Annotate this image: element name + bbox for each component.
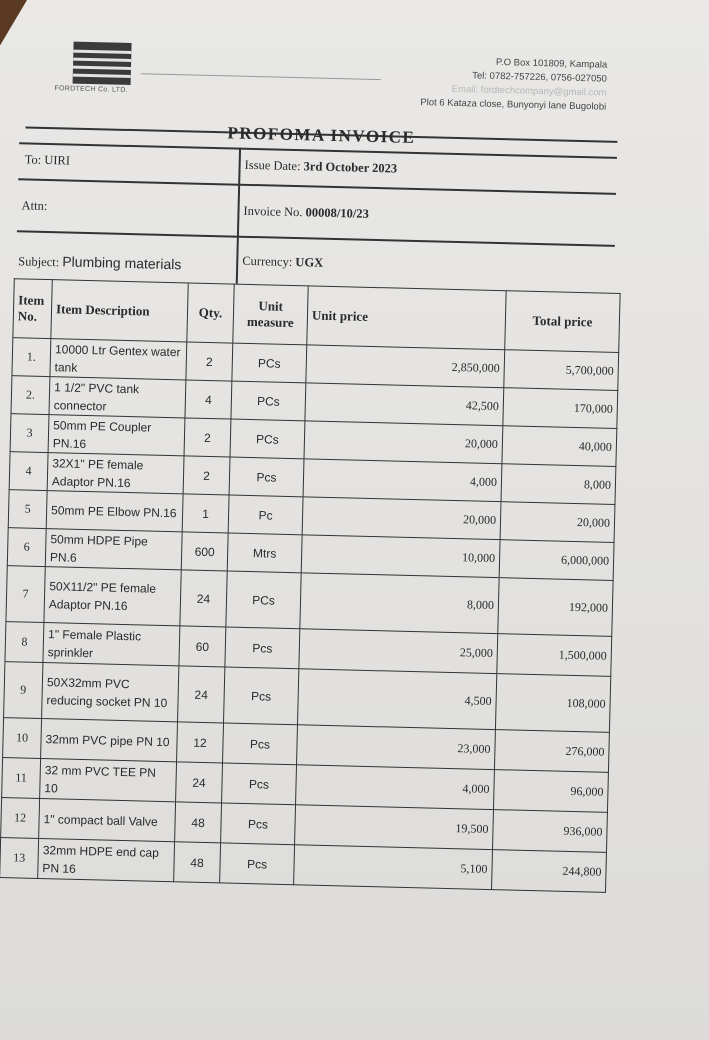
item-number-cell: 10 [3,718,42,759]
currency-field: Currency: UGX [242,253,324,270]
quantity-cell: 48 [174,842,221,883]
item-number-cell: 1. [12,338,51,377]
quantity-cell: 12 [177,722,224,763]
company-address [370,53,607,115]
item-description-cell: 50mm PE Elbow PN.16 [46,491,183,532]
unit-measure-cell: PCs [231,381,306,421]
quantity-cell: 60 [179,626,226,667]
unit-price-cell: 4,000 [303,459,502,502]
unit-price-cell: 5,100 [294,845,493,890]
unit-measure-cell: Pcs [222,763,297,805]
issue-date-value: 3rd October 2023 [303,159,398,176]
item-description-cell: 1 1/2" PVC tank connector [49,377,186,418]
item-number-cell: 2. [11,376,50,415]
currency-value: UGX [295,255,324,270]
item-description-cell: 32 mm PVC TEE PN 10 [40,759,177,802]
total-price-cell: 244,800 [492,850,607,893]
total-price-cell: 108,000 [495,674,610,733]
column-header-description: Item Description [51,280,188,342]
item-description-cell: 32mm PVC pipe PN 10 [41,719,178,762]
unit-price-cell: 2,850,000 [306,345,505,388]
item-number-cell: 12 [1,798,40,839]
header-rule-3 [17,230,615,246]
item-description-cell: 32mm HDPE end cap PN 16 [38,838,175,881]
unit-price-cell: 8,000 [300,573,499,634]
subject-field: Subject: Plumbing materials [18,253,182,273]
unit-measure-cell: Pcs [225,627,300,669]
unit-measure-cell: Pc [228,495,303,535]
unit-price-cell: 25,000 [299,629,498,674]
item-number-cell: 8 [5,622,44,663]
quantity-cell: 4 [185,380,232,419]
unit-measure-cell: PCs [226,571,301,629]
item-description-cell: 1" compact ball Valve [39,798,176,841]
to-field: To: UIRI [24,152,71,168]
quantity-cell: 24 [178,666,225,723]
unit-measure-cell: Mtrs [227,533,302,573]
column-header-item-no: Item No. [13,279,52,339]
letterhead-rule [141,73,381,80]
telephone: Tel: 0782-757226, 0756-027050 [472,70,607,85]
item-description-cell: 10000 Ltr Gentex water tank [50,339,187,380]
unit-price-cell: 23,000 [297,725,496,770]
item-number-cell: 7 [6,566,45,623]
plot-address: Plot 6 Kataza close, Bunyonyi lane Bugolobi [420,97,607,113]
quantity-cell: 2 [183,456,230,495]
total-price-cell: 936,000 [492,810,607,853]
invoice-number-field: Invoice No. 00008/10/23 [243,203,370,221]
quantity-cell: 48 [175,802,222,843]
column-header-unit: Unit measure [233,284,308,345]
unit-measure-cell: Pcs [220,843,295,885]
total-price-cell: 20,000 [500,502,615,543]
column-header-unit-price: Unit price [307,286,506,350]
quantity-cell: 2 [186,342,233,381]
item-description-cell: 50X32mm PVC reducing socket PN 10 [42,663,179,722]
item-description-cell: 50X11/2" PE female Adaptor PN.16 [44,567,181,626]
unit-price-cell: 10,000 [301,535,500,578]
item-number-cell: 3 [10,414,49,453]
item-description-cell: 50mm HDPE Pipe PN.6 [45,529,182,570]
item-description-cell: 32X1" PE female Adaptor PN.16 [47,453,184,494]
total-price-cell: 40,000 [502,426,617,467]
total-price-cell: 192,000 [498,578,613,637]
quantity-cell: 1 [182,494,229,533]
items-table [0,278,621,893]
unit-price-cell: 42,500 [305,383,504,426]
po-box: P.O Box 101809, Kampala [495,56,608,71]
quantity-cell: 24 [176,762,223,803]
unit-price-cell: 19,500 [295,805,494,850]
item-description-cell: 50mm PE Coupler PN.16 [48,415,185,456]
invoice-title: PROFOMA INVOICE [227,123,416,147]
item-number-cell: 11 [2,758,41,799]
column-header-qty: Qty. [187,283,234,343]
to-value: UIRI [44,152,71,168]
unit-measure-cell: Pcs [221,803,296,845]
item-number-cell: 4 [9,452,48,491]
quantity-cell: 2 [184,418,231,457]
item-number-cell: 5 [8,490,47,529]
unit-price-cell: 4,000 [296,765,495,810]
issue-date-field: Issue Date: 3rd October 2023 [244,157,398,176]
header-rule-2 [18,178,616,194]
email: Email: fordtechcompany@gmail.com [451,83,607,99]
unit-price-cell: 20,000 [302,497,501,540]
quantity-cell: 24 [180,570,227,627]
total-price-cell: 1,500,000 [497,634,612,677]
header-divider [236,148,241,284]
total-price-cell: 8,000 [501,464,616,505]
unit-measure-cell: Pcs [224,667,299,725]
unit-measure-cell: PCs [232,343,307,383]
attn-field: Attn: [21,198,48,213]
unit-measure-cell: Pcs [229,457,304,497]
company-logo [73,42,132,85]
invoice-number-value: 00008/10/23 [305,205,370,221]
total-price-cell: 6,000,000 [499,540,614,581]
unit-price-cell: 20,000 [304,421,503,464]
total-price-cell: 276,000 [494,730,609,773]
unit-measure-cell: Pcs [223,723,298,765]
unit-price-cell: 4,500 [297,669,496,730]
item-number-cell: 9 [4,662,43,719]
subject-value: Plumbing materials [62,253,182,273]
total-price-cell: 96,000 [493,770,608,813]
quantity-cell: 600 [181,532,228,571]
item-number-cell: 13 [0,838,39,879]
item-number-cell: 6 [7,528,46,567]
total-price-cell: 5,700,000 [504,350,619,391]
column-header-total-price: Total price [505,291,620,353]
unit-measure-cell: PCs [230,419,305,459]
item-description-cell: 1" Female Plastic sprinkler [43,623,180,666]
total-price-cell: 170,000 [503,388,618,429]
logo-text: FORDTECH Co. LTD. [54,85,128,94]
